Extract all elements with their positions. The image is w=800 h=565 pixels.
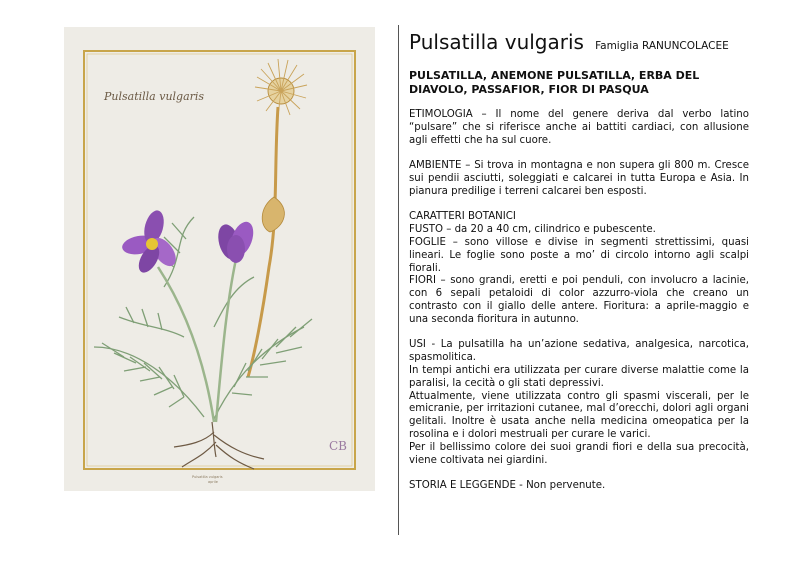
gold-frame	[84, 51, 355, 469]
plant-drawing	[64, 27, 375, 491]
ambiente-paragraph: AMBIENTE – Si trova in montagna e non supera gli 800 m. Cresce sui pendii asciutti, soleggiati e calcarei in tutta Europa e Asia. In pianura predilige i terreni calcarei ben esposti.	[409, 160, 749, 197]
common-names	[409, 69, 749, 97]
roots	[174, 422, 264, 469]
botanical-illustration	[64, 27, 375, 491]
bract	[262, 197, 284, 232]
flower-right	[215, 219, 258, 263]
usi-paragraph-4: Per il bellissimo colore dei suoi grandi fiori e della sua precocità, viene coltivata nei giardini.	[409, 441, 749, 466]
handwritten-title: Pulsatilla vulgaris	[104, 90, 205, 103]
header	[409, 30, 749, 54]
vertical-divider	[398, 25, 399, 535]
family-label: Famiglia RANUNCOLACEE	[595, 40, 729, 52]
usi-paragraph-3: Attualmente, viene utilizzata contro gli spasmi viscerali, per le emicranie, per irritazioni cutanee, mal d’orecchi, dolori agli organi gelitali. Inoltre è usata anche nella medicina omeopatica per la rosolina e i dolori mestruali per curare le varici.	[409, 390, 749, 440]
storia-paragraph: STORIA E LEGGENDE - Non pervenute.	[409, 480, 606, 492]
fiori-paragraph: FIORI – sono grandi, eretti e poi penduli, con involucro a lacinie, con 6 sepali petaloidi di color azzurro-viola che creano un contrasto con il giallo delle antere. Fioritura: a aprile-maggio e una seconda fioritura in autunno.	[409, 275, 749, 325]
usi-paragraph-2: In tempi antichi era utilizzata per curare diverse malattie come la paralisi, la cecità o gli stati depressivi.	[409, 364, 749, 389]
plate-caption-1: Pulsatilla vulgaris	[192, 475, 223, 479]
monogram: CB	[329, 439, 347, 453]
description-column	[409, 30, 749, 493]
plate-caption-2: aprile	[208, 480, 218, 484]
etimologia-paragraph: ETIMOLOGIA – Il nome del genere deriva dal verbo latino “pulsare” che si riferisce anche ai battiti cardiaci, con allusione agli effetti che ha sul cuore.	[409, 109, 749, 146]
foglie-paragraph: FOGLIE – sono villose e divise in segmenti strettissimi, quasi lineari. Le foglie sono poste a mo’ di circolo intorno agli scalpi fiorali.	[409, 236, 749, 274]
fusto-paragraph: FUSTO – da 20 a 40 cm, cilindrico e pubescente.	[409, 224, 656, 236]
seed-head	[255, 59, 307, 116]
caratteri-heading: CARATTERI BOTANICI	[409, 211, 516, 223]
common-names-line-2: DIAVOLO, PASSAFIOR, FIOR DI PASQUA	[409, 83, 649, 96]
common-names-line-1: PULSATILLA, ANEMONE PULSATILLA, ERBA DEL	[409, 69, 700, 82]
usi-paragraph-1: USI - La pulsatilla ha un’azione sedativa, analgesica, narcotica, spasmolitica.	[409, 339, 749, 364]
page-title: Pulsatilla vulgaris	[409, 30, 584, 54]
gold-frame-inner	[87, 54, 352, 466]
tall-stem	[248, 107, 278, 377]
flower-stem-left	[158, 267, 214, 422]
flower-left	[121, 208, 181, 276]
